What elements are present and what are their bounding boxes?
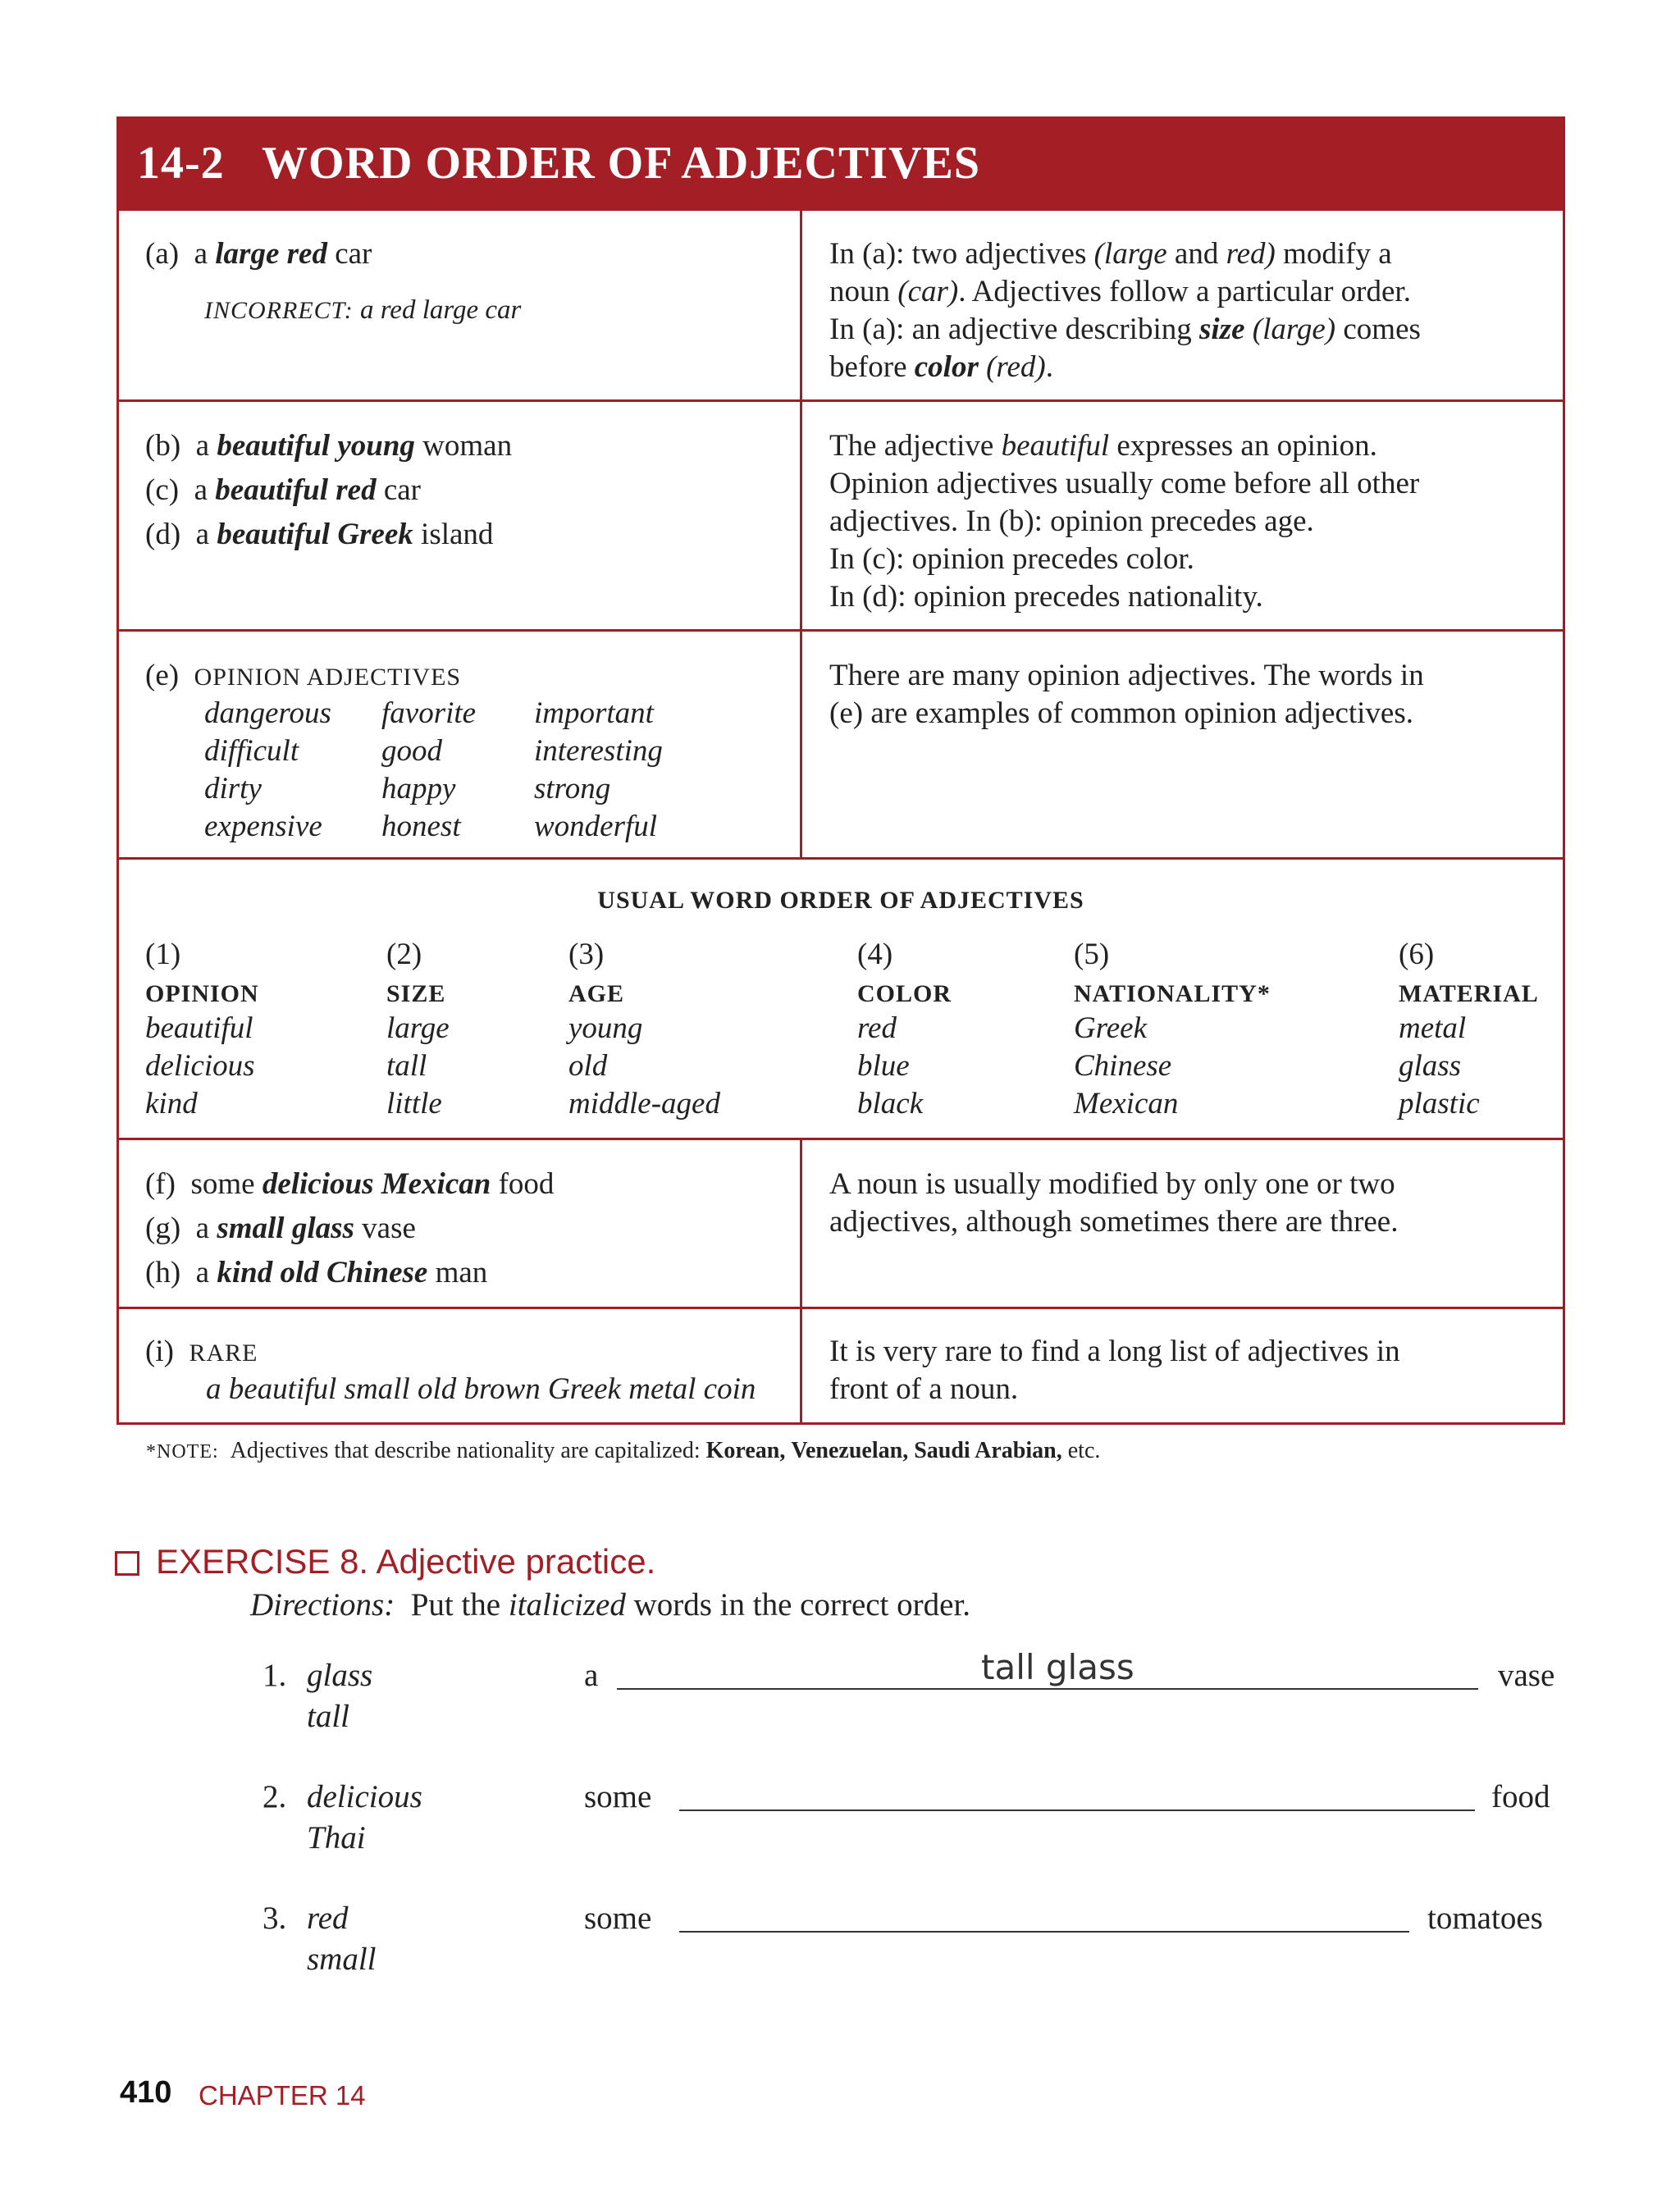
- opinion-word: important: [534, 696, 654, 730]
- answer-text: tall glass: [981, 1647, 1134, 1687]
- opinion-word: difficult: [204, 734, 299, 768]
- chapter-label: CHAPTER 14: [199, 2080, 366, 2111]
- order-col-num: (4): [857, 938, 893, 971]
- opinion-word: happy: [381, 772, 456, 805]
- item-word: tall: [307, 1699, 350, 1734]
- item-word: red: [307, 1901, 349, 1936]
- order-col-num: (1): [145, 938, 181, 971]
- example-e-heading: (e) OPINION ADJECTIVES: [145, 659, 462, 692]
- item-prefix: some: [584, 1779, 652, 1814]
- exercise-title: EXERCISE 8. Adjective practice.: [115, 1542, 655, 1581]
- order-word: large: [386, 1011, 450, 1045]
- explanation-bcd-line-4: In (c): opinion precedes color.: [829, 542, 1194, 576]
- explanation-a-line-3: In (a): an adjective describing size (large) comes: [829, 313, 1421, 346]
- order-col-head: NATIONALITY*: [1074, 980, 1271, 1007]
- order-col-num: (3): [568, 938, 605, 971]
- example-f: (f) some delicious Mexican food: [145, 1167, 555, 1201]
- order-table-title: USUAL WORD ORDER OF ADJECTIVES: [597, 887, 1084, 914]
- opinion-word: dangerous: [204, 696, 331, 730]
- grammar-chart: [116, 116, 1565, 1425]
- order-col-num: (5): [1074, 938, 1110, 971]
- order-word: blue: [857, 1049, 910, 1083]
- explanation-a-line-2: noun (car). Adjectives follow a particular order.: [829, 275, 1411, 308]
- explanation-bcd-line-1: The adjective beautiful expresses an opinion.: [829, 429, 1377, 463]
- item-word: delicious: [307, 1779, 422, 1814]
- example-i-heading: (i) RARE: [145, 1335, 258, 1368]
- order-word: Greek: [1074, 1011, 1148, 1045]
- order-word: old: [568, 1049, 608, 1083]
- explanation-bcd-line-3: adjectives. In (b): opinion precedes age.: [829, 504, 1314, 538]
- answer-blank[interactable]: [617, 1688, 1478, 1690]
- order-word: plastic: [1399, 1087, 1480, 1120]
- order-col-head: OPINION: [145, 980, 259, 1007]
- opinion-word: strong: [534, 772, 611, 805]
- order-col-head: AGE: [568, 980, 625, 1007]
- item-prefix: a: [584, 1658, 599, 1693]
- column-divider: [800, 211, 802, 857]
- item-number: 2.: [262, 1779, 287, 1814]
- page-number: 410: [120, 2075, 172, 2110]
- order-word: Chinese: [1074, 1049, 1172, 1083]
- answer-blank[interactable]: [679, 1809, 1475, 1811]
- item-word: Thai: [307, 1820, 366, 1855]
- divider: [119, 1307, 1563, 1309]
- incorrect-example: INCORRECT: a red large car: [204, 295, 522, 325]
- order-col-head: MATERIAL: [1399, 980, 1539, 1007]
- order-word: black: [857, 1087, 924, 1120]
- answer-blank[interactable]: [679, 1931, 1409, 1933]
- item-number: 3.: [262, 1901, 287, 1936]
- divider: [119, 399, 1563, 402]
- example-c: (c) a beautiful red car: [145, 473, 421, 507]
- opinion-word: wonderful: [534, 810, 658, 843]
- order-word: glass: [1399, 1049, 1462, 1083]
- explanation-i-line-2: front of a noun.: [829, 1372, 1019, 1406]
- order-word: little: [386, 1087, 442, 1120]
- column-divider: [800, 1138, 802, 1425]
- explanation-a-line-4: before color (red).: [829, 350, 1053, 384]
- item-suffix: vase: [1498, 1658, 1555, 1693]
- order-word: kind: [145, 1087, 198, 1120]
- chart-title: WORD ORDER OF ADJECTIVES: [262, 138, 981, 189]
- opinion-word: dirty: [204, 772, 262, 805]
- divider: [119, 629, 1563, 632]
- chart-header: [119, 119, 1563, 211]
- explanation-fgh-line-1: A noun is usually modified by only one or two: [829, 1167, 1395, 1201]
- chart-number: 14-2: [137, 138, 225, 189]
- opinion-word: expensive: [204, 810, 322, 843]
- example-d: (d) a beautiful Greek island: [145, 518, 494, 551]
- explanation-bcd-line-2: Opinion adjectives usually come before all other: [829, 467, 1420, 500]
- item-suffix: food: [1491, 1779, 1550, 1814]
- item-prefix: some: [584, 1901, 652, 1936]
- explanation-i-line-1: It is very rare to find a long list of adjectives in: [829, 1335, 1400, 1368]
- order-word: middle-aged: [568, 1087, 720, 1120]
- order-word: delicious: [145, 1049, 255, 1083]
- example-g: (g) a small glass vase: [145, 1212, 416, 1245]
- order-word: young: [568, 1011, 643, 1045]
- order-col-head: SIZE: [386, 980, 446, 1007]
- opinion-word: honest: [381, 810, 461, 843]
- item-word: small: [307, 1942, 377, 1977]
- divider: [119, 857, 1563, 860]
- order-col-head: COLOR: [857, 980, 952, 1007]
- example-b: (b) a beautiful young woman: [145, 429, 513, 463]
- item-number: 1.: [262, 1658, 287, 1693]
- opinion-word: favorite: [381, 696, 477, 730]
- checkbox-icon: [115, 1551, 139, 1576]
- explanation-fgh-line-2: adjectives, although sometimes there are three.: [829, 1205, 1399, 1239]
- divider: [119, 1138, 1563, 1140]
- order-word: red: [857, 1011, 897, 1045]
- explanation-e-line-1: There are many opinion adjectives. The words in: [829, 659, 1424, 692]
- order-col-num: (2): [386, 938, 422, 971]
- item-suffix: tomatoes: [1427, 1901, 1543, 1936]
- order-word: Mexican: [1074, 1087, 1179, 1120]
- nationality-note: *NOTE: Adjectives that describe nationality are capitalized: Korean, Venezuelan, Saudi Arabian, etc.: [146, 1438, 1101, 1463]
- item-word: glass: [307, 1658, 373, 1693]
- order-col-num: (6): [1399, 938, 1435, 971]
- example-i: a beautiful small old brown Greek metal coin: [206, 1372, 756, 1406]
- example-h: (h) a kind old Chinese man: [145, 1256, 488, 1289]
- opinion-word: good: [381, 734, 442, 768]
- explanation-bcd-line-5: In (d): opinion precedes nationality.: [829, 580, 1263, 614]
- explanation-a-line-1: In (a): two adjectives (large and red) modify a: [829, 237, 1392, 271]
- example-a: (a) a large red car: [145, 237, 372, 271]
- opinion-word: interesting: [534, 734, 663, 768]
- order-word: tall: [386, 1049, 427, 1083]
- explanation-e-line-2: (e) are examples of common opinion adjectives.: [829, 696, 1413, 730]
- order-word: metal: [1399, 1011, 1467, 1045]
- exercise-directions: Directions: Put the italicized words in the correct order.: [250, 1587, 971, 1622]
- order-word: beautiful: [145, 1011, 253, 1045]
